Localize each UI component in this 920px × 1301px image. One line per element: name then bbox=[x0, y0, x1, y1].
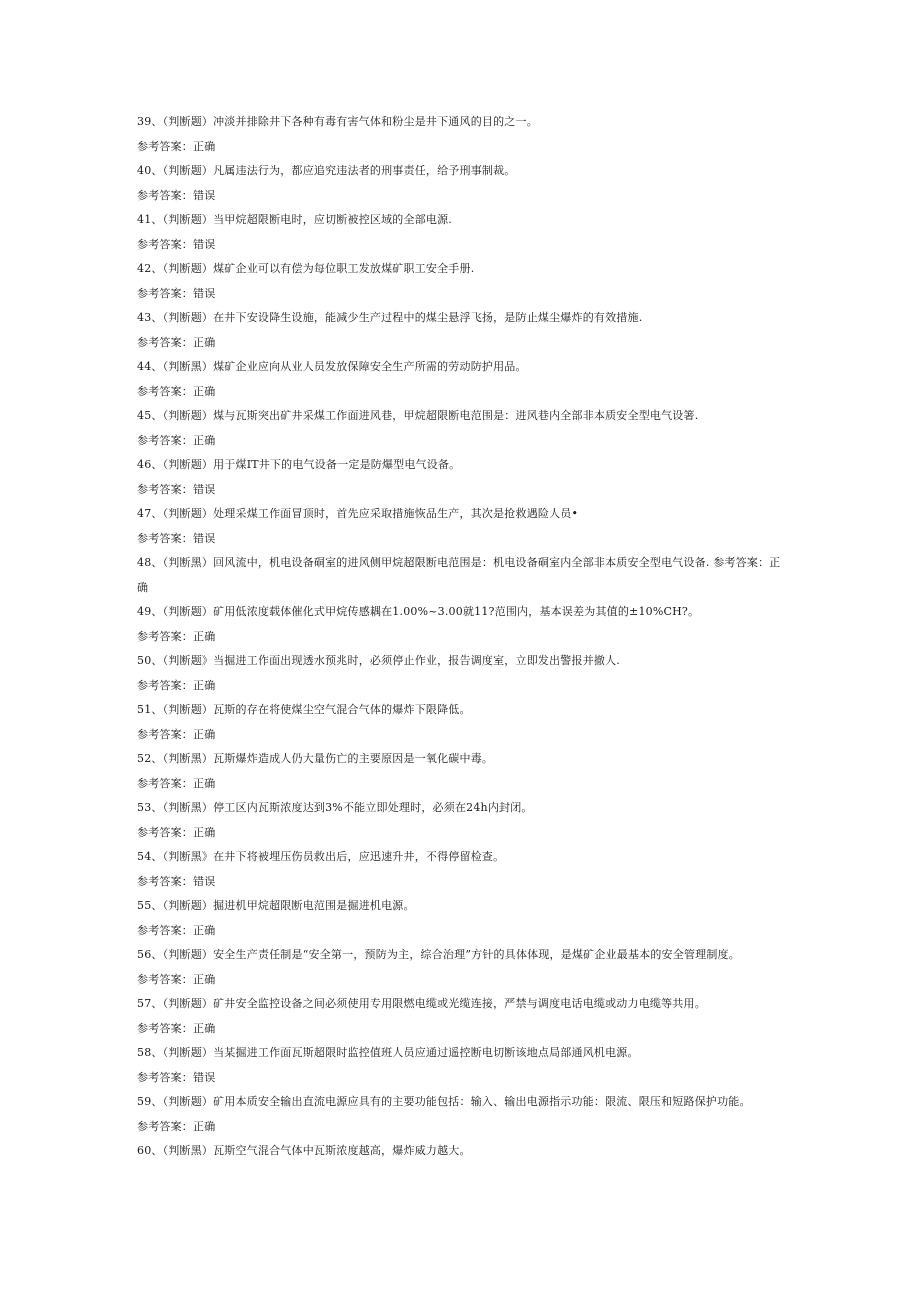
question-53: 53、（判断黑）停工区内瓦斯浓度达到3%不能立即处理时，必须在24h内封闭。 bbox=[137, 801, 533, 814]
question-49: 49、（判断题）矿用低浓度载体催化式甲烷传感耦在1.00%~3.00就11?范围内，基本误差为其值的±10%CH?。 bbox=[137, 605, 700, 618]
question-59: 59、（判断题）矿用本质安全输出直流电源应具有的主要功能包括：输入、输出电源指示功能：限流、限压和短路保护功能。 bbox=[137, 1095, 751, 1108]
answer-46: 参考答案：错误 bbox=[137, 482, 216, 496]
question-58: 58、（判断题）当某掘进工作面瓦斯超限时监控值班人员应通过遥控断电切断该地点局部通风机电源。 bbox=[137, 1046, 639, 1059]
question-39: 39、（判断题）冲淡并排除井下各种有毒有害气体和粉尘是井下通风的目的之一。 bbox=[137, 115, 538, 128]
question-44: 44、（判断黑）煤矿企业应向从业人员发放保障安全生产所需的劳动防护用品。 bbox=[137, 360, 527, 373]
question-45: 45、（判断题）煤与瓦斯突出矿井采煤工作面进风巷，甲烷超限断电范围是：进风巷内全部非本质安全型电气设箸. bbox=[137, 409, 699, 422]
answer-49: 参考答案：正确 bbox=[137, 629, 216, 643]
question-60: 60、（判断黑）瓦斯空气混合气体中瓦斯浓度越高，爆炸威力越大。 bbox=[137, 1144, 471, 1157]
answer-56: 参考答案：正确 bbox=[137, 972, 216, 986]
answer-40: 参考答案：错误 bbox=[137, 188, 216, 202]
answer-55: 参考答案：正确 bbox=[137, 923, 216, 937]
question-57: 57、（判断题）矿井安全监控设备之间必须使用专用限燃电缆或光缆连接，严禁与调度电话电缆或动力电缆等共用。 bbox=[137, 997, 706, 1010]
question-50: 50、（判断题》当掘进工作面出现透水预兆时，必须停止作业，报告调度室，立即发出警报并撤人. bbox=[137, 654, 620, 667]
question-46: 46、（判断题）用于煤IT井下的电气设备一定是防爆型电气设备。 bbox=[137, 458, 461, 471]
question-51: 51、（判断题）瓦斯的存在将使煤尘空气混合气体的爆炸下限降低。 bbox=[137, 703, 471, 716]
answer-47: 参考答案：错误 bbox=[137, 531, 216, 545]
answer-53: 参考答案：正确 bbox=[137, 825, 216, 839]
answer-44: 参考答案：正确 bbox=[137, 384, 216, 398]
question-41: 41、（判断题）当甲烷超限断电时，应切断被控区域的全部电源. bbox=[137, 213, 452, 226]
answer-42: 参考答案：错误 bbox=[137, 286, 216, 300]
answer-45: 参考答案：正确 bbox=[137, 433, 216, 447]
question-43: 43、（判断题）在井下安设降生设施，能减少生产过程中的煤尘悬浮飞扬，是防止煤尘爆炸的有效措施. bbox=[137, 311, 643, 324]
question-54: 54、（判断黑》在井下将被埋压伤员救出后，应迅速升井，不得停留检查。 bbox=[137, 850, 505, 863]
answer-43: 参考答案：正确 bbox=[137, 335, 216, 349]
document-body bbox=[137, 110, 787, 1164]
answer-39: 参考答案：正确 bbox=[137, 139, 216, 153]
question-52: 52、（判断黑）瓦斯爆炸造成人仍大量伤亡的主要原因是一氧化碳中毒。 bbox=[137, 752, 494, 765]
question-56: 56、（判断题）安全生产责任制是“安全第一，预防为主，综合治理”方针的具体体现，是煤矿企业最基本的安全管理制度。 bbox=[137, 948, 740, 961]
answer-41: 参考答案：错误 bbox=[137, 237, 216, 251]
question-47: 47、（判断题）处理采煤工作面冒顶时，首先应采取措施恢品生产，其次是抢救遇险人员• bbox=[137, 507, 579, 520]
question-48: 48、（判断黑）回风流中，机电设备硐室的进风侧甲烷超限断电范围是：机电设备硐室内全部非本质安全型电气设备. 参考答案：正确 bbox=[137, 556, 781, 594]
question-40: 40、（判断题）凡属违法行为，都应追究违法者的刑事责任，给予刑事制裁。 bbox=[137, 164, 516, 177]
answer-59: 参考答案：正确 bbox=[137, 1119, 216, 1133]
answer-50: 参考答案：正确 bbox=[137, 678, 216, 692]
answer-57: 参考答案：正确 bbox=[137, 1021, 216, 1035]
question-42: 42、（判断题）煤矿企业可以有偿为每位职工发放煤矿职工安全手册. bbox=[137, 262, 475, 275]
answer-58: 参考答案：错误 bbox=[137, 1070, 216, 1084]
answer-52: 参考答案：正确 bbox=[137, 776, 216, 790]
answer-51: 参考答案：正确 bbox=[137, 727, 216, 741]
question-55: 55、（判断题）掘进机甲烷超限断电范围是掘进机电源。 bbox=[137, 899, 415, 912]
answer-54: 参考答案：错误 bbox=[137, 874, 216, 888]
